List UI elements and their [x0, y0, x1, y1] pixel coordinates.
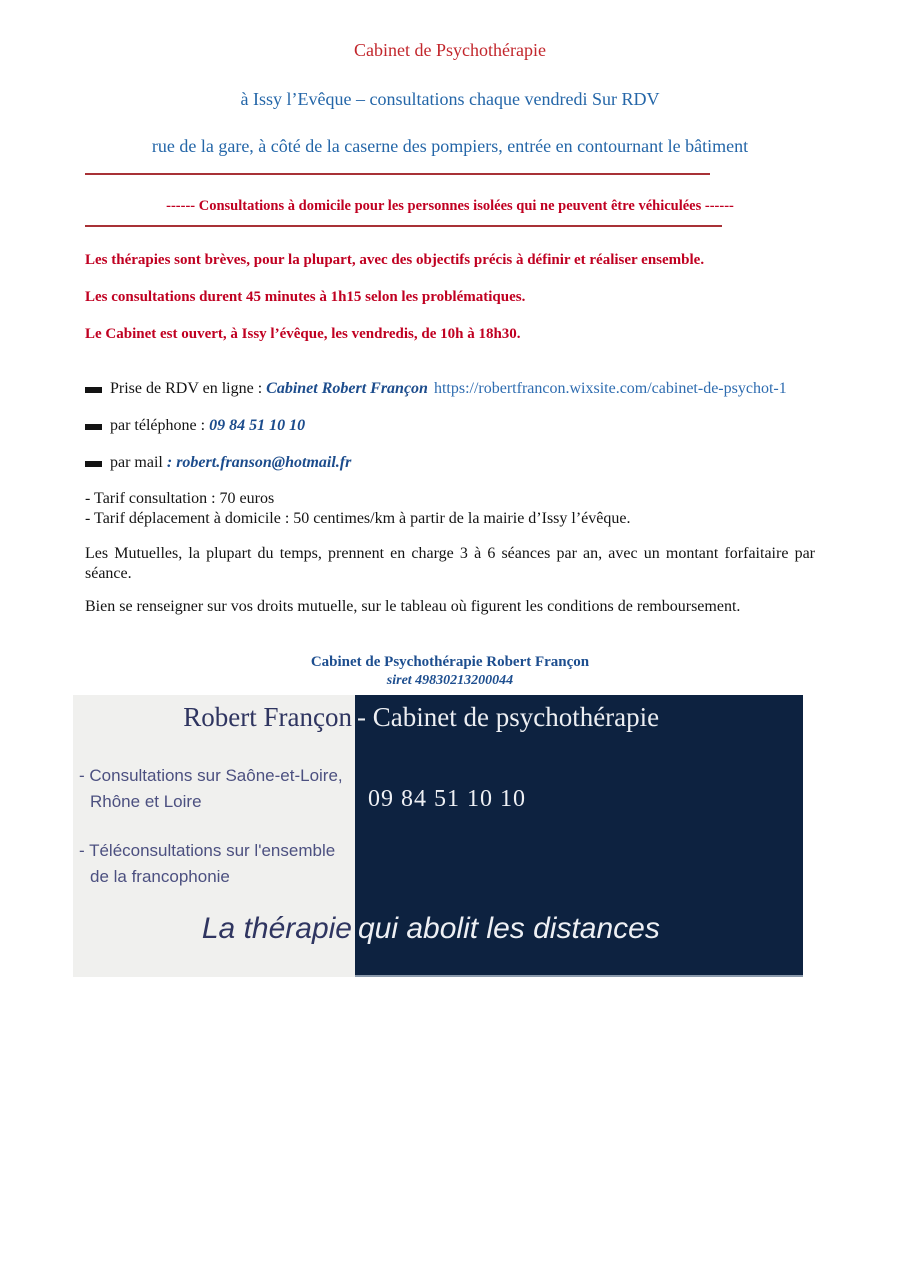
dash-bullet-icon: [85, 387, 102, 393]
mutuelles-paragraph: Les Mutuelles, la plupart du temps, prennent en charge 3 à 6 séances par an, avec un montant forfaitaire par séance.: [85, 545, 815, 582]
banner-service-teleconsultations: [79, 838, 335, 890]
subtitle-schedule: à Issy l’Evêque – consultations chaque vendredi Sur RDV: [240, 89, 660, 109]
banner-service-line: de la francophonie: [90, 867, 230, 886]
banner-service-line: - Consultations sur Saône-et-Loire,: [79, 766, 343, 785]
banner-phone-number: 09 84 51 10 10: [368, 786, 526, 812]
contact-phone-number: 09 84 51 10 10: [209, 417, 306, 434]
booking-url-link[interactable]: https://robertfrancon.wixsite.com/cabinet-de-psychot-1: [433, 380, 787, 397]
footer-siret: siret 49830213200044: [386, 673, 514, 688]
subtitle-address: rue de la gare, à côté de la caserne des pompiers, entrée en contournant le bâtiment: [151, 136, 749, 156]
red-divider-line: [85, 225, 722, 227]
banner-service-line: - Téléconsultations sur l'ensemble: [79, 841, 336, 860]
banner-person-name: Robert Françon: [183, 702, 352, 732]
contact-online-line: [85, 380, 787, 398]
banner-service-consultations: [79, 763, 343, 815]
contact-phone-line: [85, 417, 305, 435]
dash-bullet-icon: [85, 424, 102, 430]
banner-slogan-right: qui abolit les distances: [358, 912, 660, 945]
clinic-banner-image: [73, 695, 803, 977]
tarif-consultation: - Tarif consultation : 70 euros: [85, 490, 275, 507]
page-title: Cabinet de Psychothérapie: [354, 40, 546, 60]
contact-mail-line: [85, 454, 351, 472]
dash-bullet-icon: [85, 461, 102, 467]
contact-online-label: Prise de RDV en ligne :: [110, 380, 267, 397]
highlight-opening-hours: Le Cabinet est ouvert, à Issy l’évêque, les vendredis, de 10h à 18h30.: [85, 326, 521, 342]
contact-phone-label: par téléphone :: [110, 417, 210, 434]
banner-slogan-left: La thérapie: [201, 912, 352, 945]
contact-mail-label: par mail: [110, 454, 167, 471]
footer-cabinet-name: Cabinet de Psychothérapie Robert Françon: [310, 654, 590, 670]
banner-service-line: Rhône et Loire: [90, 792, 202, 811]
tarif-list: [85, 489, 630, 528]
home-visits-note: ------ Consultations à domicile pour les personnes isolées qui ne peuvent être véhiculées ------: [166, 198, 734, 214]
banner-cabinet-title: - Cabinet de psychothérapie: [357, 702, 660, 732]
contact-online-name: Cabinet Robert Françon: [266, 380, 428, 397]
highlight-duration: Les consultations durent 45 minutes à 1h15 selon les problématiques.: [85, 289, 526, 305]
tarif-deplacement: - Tarif déplacement à domicile : 50 centimes/km à partir de la mairie d’Issy l’évêque.: [85, 509, 631, 527]
contact-email-address[interactable]: : robert.franson@hotmail.fr: [166, 454, 352, 471]
advice-paragraph: Bien se renseigner sur vos droits mutuelle, sur le tableau où figurent les conditions de remboursement.: [85, 598, 741, 615]
red-divider-line: [85, 173, 710, 175]
highlight-therapies: Les thérapies sont brèves, pour la plupart, avec des objectifs précis à définir et réaliser ensemble.: [85, 252, 705, 268]
